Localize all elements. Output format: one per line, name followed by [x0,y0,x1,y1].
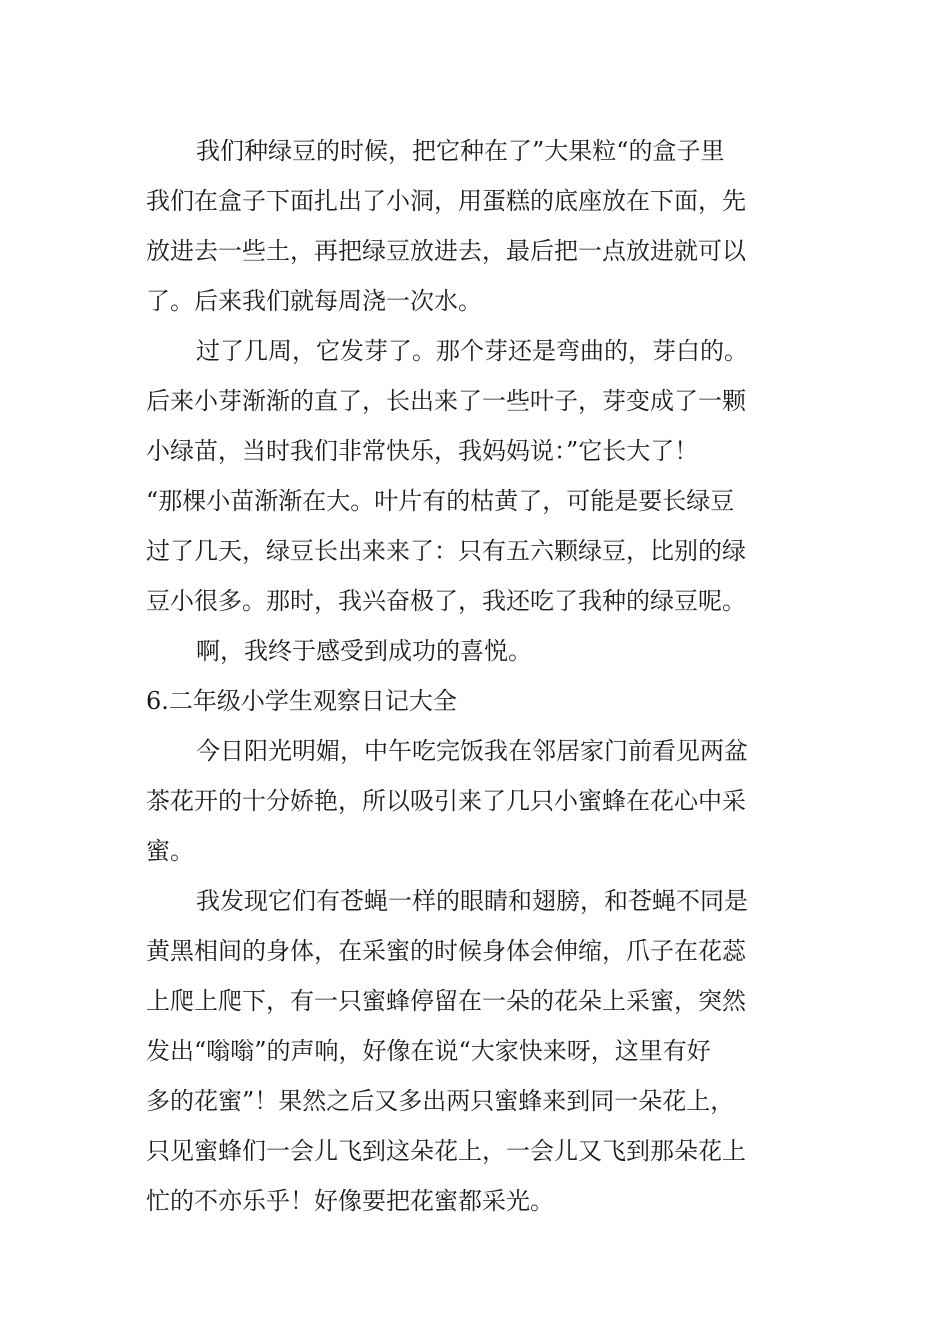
paragraph-line: 豆小很多。那时，我兴奋极了，我还吃了我种的绿豆呢。 [146,587,746,615]
paragraph-line: 过了几周，它发芽了。那个芽还是弯曲的，芽白的。 [196,337,748,365]
paragraph-line: 茶花开的十分娇艳，所以吸引来了几只小蜜蜂在花心中采 [146,787,746,815]
paragraph-line: 我们种绿豆的时候，把它种在了”大果粒“的盒子里 [196,137,725,165]
paragraph-line: 上爬上爬下，有一只蜜蜂停留在一朵的花朵上采蜜，突然 [146,987,746,1015]
paragraph-line: 后来小芽渐渐的直了，长出来了一些叶子，芽变成了一颗 [146,387,746,415]
section-heading: 6.二年级小学生观察日记大全 [146,687,457,715]
paragraph-line: 发出“嗡嗡”的声响，好像在说“大家快来呀，这里有好 [146,1037,711,1065]
paragraph-line: 我发现它们有苍蝇一样的眼睛和翅膀，和苍蝇不同是 [196,887,748,915]
paragraph-line: 蜜。 [146,837,194,865]
paragraph-line: 过了几天，绿豆长出来来了：只有五六颗绿豆，比别的绿 [146,537,746,565]
paragraph-line: 只见蜜蜂们一会儿飞到这朵花上，一会儿又飞到那朵花上 [146,1137,746,1165]
paragraph-line: “那棵小苗渐渐在大。叶片有的枯黄了，可能是要长绿豆 [146,487,735,515]
document-body [146,126,812,1226]
paragraph-line: 了。后来我们就每周浇一次水。 [146,287,482,315]
paragraph-line: 放进去一些土，再把绿豆放进去，最后把一点放进就可以 [146,237,746,265]
paragraph-line: 黄黑相间的身体，在采蜜的时候身体会伸缩，爪子在花蕊 [146,937,746,965]
paragraph-line: 啊，我终于感受到成功的喜悦。 [196,637,532,665]
paragraph-line: 忙的不亦乐乎！好像要把花蜜都采光。 [146,1187,554,1215]
paragraph-line: 多的花蜜”！果然之后又多出两只蜜蜂来到同一朵花上， [146,1087,735,1115]
paragraph-line: 今日阳光明媚，中午吃完饭我在邻居家门前看见两盆 [196,737,748,765]
paragraph-line: 我们在盒子下面扎出了小洞，用蛋糕的底座放在下面，先 [146,187,746,215]
paragraph-line: 小绿苗，当时我们非常快乐，我妈妈说：”它长大了！ [146,437,699,465]
